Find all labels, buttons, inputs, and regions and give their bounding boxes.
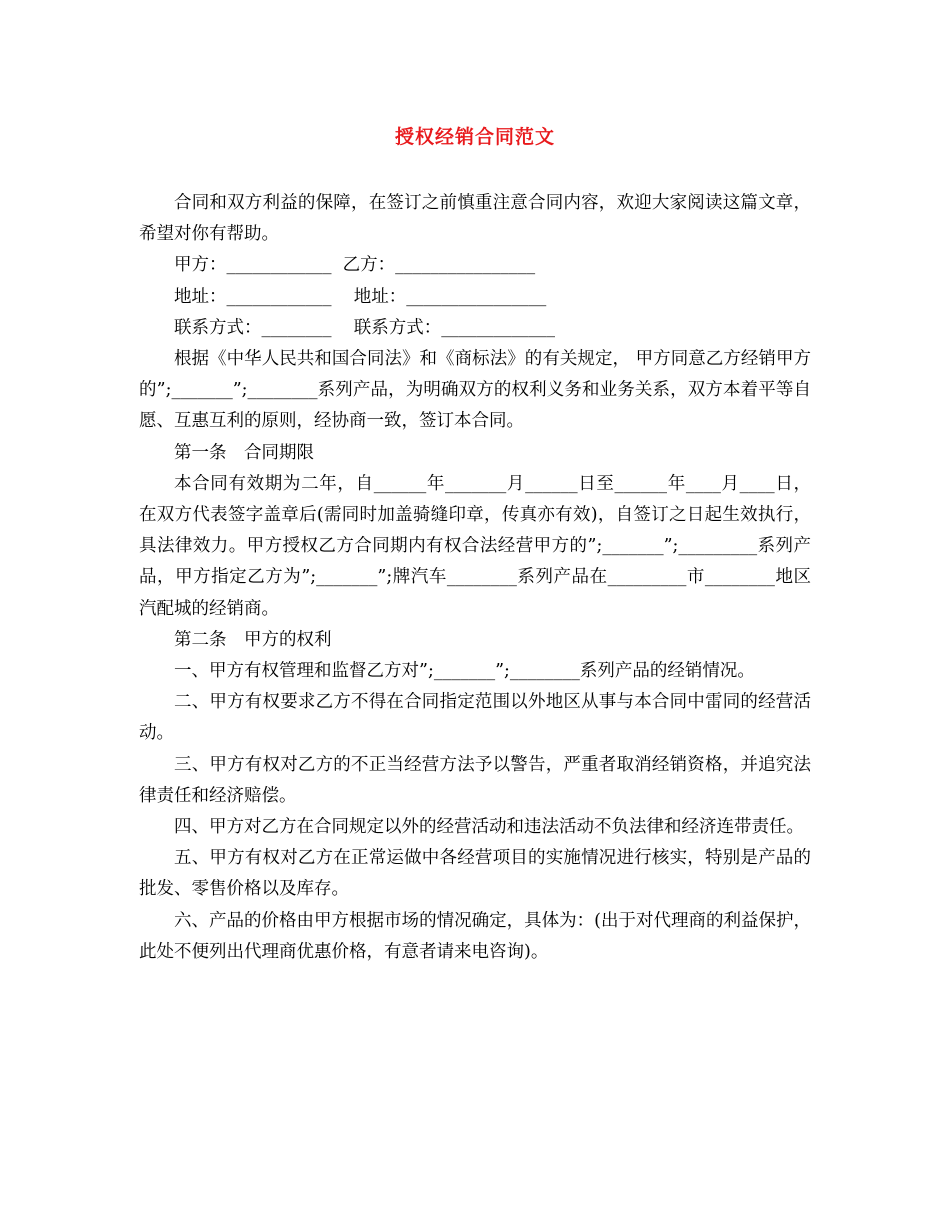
article-heading: 第一条 合同期限 xyxy=(174,442,314,463)
clause-paragraph: 六、产品的价格由甲方根据市场的情况确定，具体为：(出于对代理商的利益保护，此处不便列出代理商优惠价格，有意者请来电咨询)。 xyxy=(139,910,811,962)
intro-paragraph: 合同和双方利益的保障，在签订之前慎重注意合同内容，欢迎大家阅读这篇文章，希望对你有帮助。 xyxy=(139,193,811,245)
document-title: 授权经销合同范文 xyxy=(394,126,555,148)
preamble-paragraph: 根据《中华人民共和国合同法》和《商标法》的有关规定， 甲方同意乙方经销甲方的”;_______”;________系列产品，为明确双方的权利义务和业务关系，双方本着平等自愿、互惠互利的原则，经协商一致，签订本合同。 xyxy=(139,349,811,432)
contact-line: 联系方式：________ 联系方式：_____________ xyxy=(174,317,556,338)
address-line: 地址：____________ 地址：________________ xyxy=(174,286,547,307)
term-paragraph: 本合同有效期为二年，自______年_______月______日至______年____月____日，在双方代表签字盖章后(需同时加盖骑缝印章，传真亦有效)，自签订之日起生效执行，具法律效力。甲方授权乙方合同期内有权合法经营甲方的”;_______”;_________系列产品，甲方指定乙方为”;_______”;牌汽车________系列产品在_________市________地区汽配城的经销商。 xyxy=(139,473,811,619)
clause-paragraph: 四、甲方对乙方在合同规定以外的经营活动和违法活动不负法律和经济连带责任。 xyxy=(174,817,804,838)
document-body xyxy=(139,188,811,968)
article-heading: 第二条 甲方的权利 xyxy=(174,629,332,650)
clause-paragraph: 二、甲方有权要求乙方不得在合同指定范围以外地区从事与本合同中雷同的经营活动。 xyxy=(139,692,811,744)
clause-paragraph: 一、甲方有权管理和监督乙方对”;_______”;________系列产品的经销情况。 xyxy=(174,661,755,682)
party-line: 甲方：____________ 乙方：________________ xyxy=(174,255,536,276)
clause-paragraph: 五、甲方有权对乙方在正常运做中各经营项目的实施情况进行核实，特别是产品的批发、零售价格以及库存。 xyxy=(139,848,811,900)
clause-paragraph: 三、甲方有权对乙方的不正当经营方法予以警告，严重者取消经销资格，并追究法律责任和经济赔偿。 xyxy=(139,754,811,806)
